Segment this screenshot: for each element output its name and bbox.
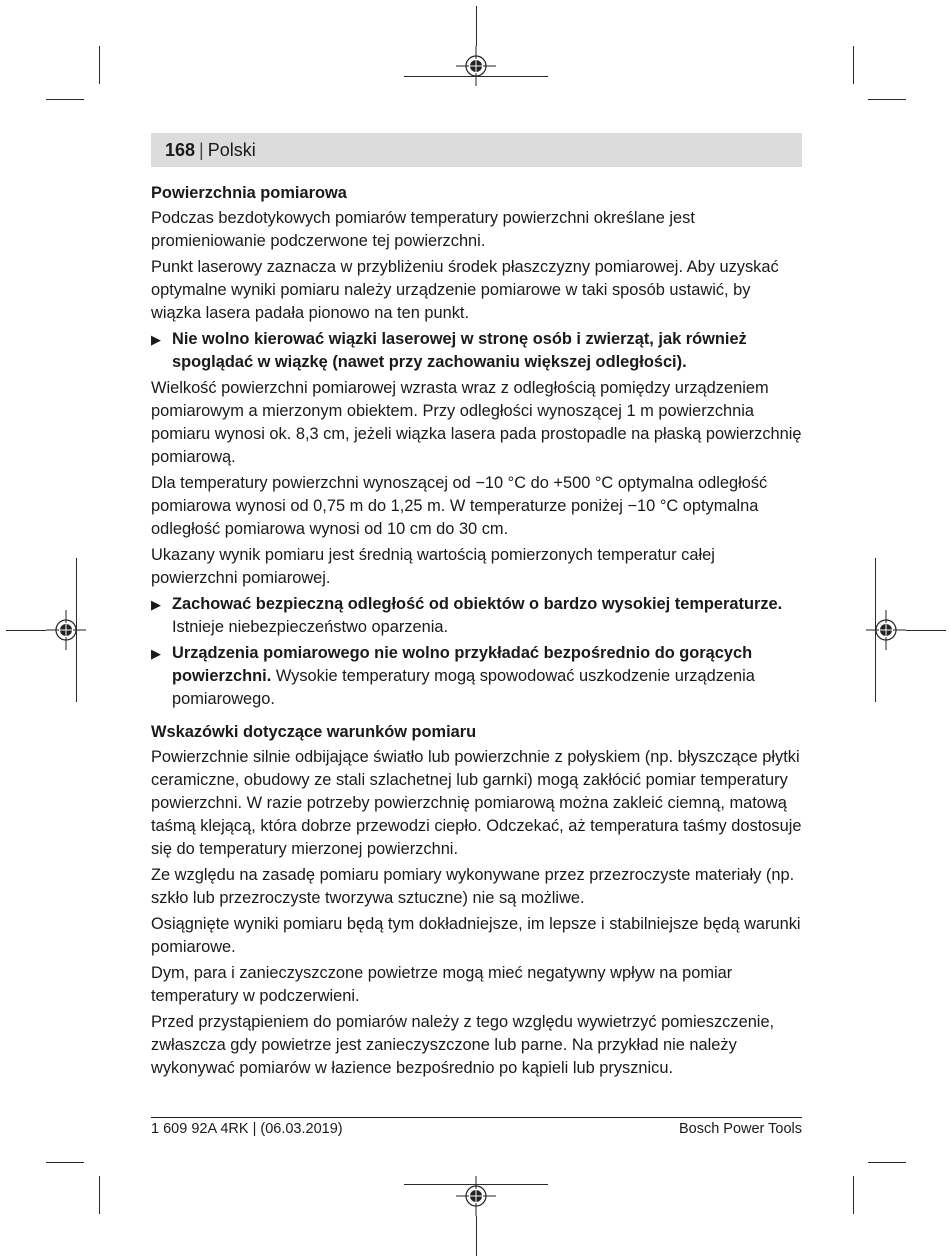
footer-rule — [151, 1117, 802, 1118]
main-content — [151, 182, 802, 1083]
registration-mark-top — [456, 46, 496, 86]
crop-mark — [868, 99, 906, 100]
paragraph: Dla temperatury powierzchni wynoszącej od −10 °C do +500 °C optymalna odległość pomiarowa wynosi od 0,75 m do 1,25 m. W temperaturze poniżej −10 °C optymalna odległość pomiarowa wynosi od 10 cm do 30 cm. — [151, 474, 768, 538]
paragraph: Dym, para i zanieczyszczone powietrze mogą mieć negatywny wpływ na pomiar temperatury w podczerwieni. — [151, 964, 733, 1005]
crop-mark — [76, 558, 77, 702]
crop-mark — [6, 630, 46, 631]
crop-mark — [868, 1162, 906, 1163]
crop-mark — [99, 1176, 100, 1214]
crop-mark — [875, 558, 876, 702]
registration-mark-left — [46, 610, 86, 650]
paragraph: Osiągnięte wyniki pomiaru będą tym dokładniejsze, im lepsze i stabilniejsze będą warunki pomiarowe. — [151, 915, 801, 956]
crop-mark — [476, 1216, 477, 1256]
crop-mark — [476, 6, 477, 46]
section-heading: Wskazówki dotyczące warunków pomiaru — [151, 723, 477, 741]
warning-text: Wysokie temperatury mogą spowodować uszkodzenie urządzenia pomiarowego. — [172, 667, 755, 708]
warning-bold-text: Zachować bezpieczną odległość od obiektów o bardzo wysokiej temperaturze. — [172, 595, 783, 613]
warning-bold-text: Nie wolno kierować wiązki laserowej w stronę osób i zwierząt, jak również spoglądać w wiązkę (nawet przy zachowaniu większej odległości). — [172, 330, 747, 371]
registration-mark-right — [866, 610, 906, 650]
header-separator: | — [199, 140, 204, 160]
footer-doc-id: 1 609 92A 4RK | (06.03.2019) — [151, 1121, 343, 1137]
crop-mark — [46, 1162, 84, 1163]
paragraph: Punkt laserowy zaznacza w przybliżeniu środek płaszczyzny pomiarowej. Aby uzyskać optymalne wyniki pomiaru należy urządzenie pomiarowe w taki sposób ustawić, by wiązka lasera padała pionowo na ten punkt. — [151, 258, 779, 322]
warning-text: Istnieje niebezpieczeństwo oparzenia. — [172, 618, 449, 636]
paragraph: Wielkość powierzchni pomiarowej wzrasta wraz z odległością pomiędzy urządzeniem pomiarowym a mierzonym obiektem. Przy odległości wynoszącej 1 m powierzchnia pomiaru wynosi ok. 8,3 cm, jeżeli wiązka lasera pada prostopadle na płaską powierzchnię pomiarową. — [151, 379, 802, 466]
registration-mark-bottom — [456, 1176, 496, 1216]
warning-item — [151, 593, 802, 639]
crop-mark — [404, 76, 548, 77]
warning-item — [151, 328, 802, 374]
paragraph: Powierzchnie silnie odbijające światło lub powierzchnie z połyskiem (np. błyszczące płytki ceramiczne, obudowy ze stali szlachetnej lub garnki) mogą zakłócić pomiar temperatury powierzchni. W razie potrzeby powierzchnię pomiarową można zakleić ciemną, matową taśmą klejącą, która dobrze przewodzi ciepło. Odczekać, aż temperatura taśmy dostosuje się do temperatury mierzonej powierzchni. — [151, 748, 802, 858]
warning-item — [151, 642, 802, 711]
triangle-bullet-icon: ▶ — [151, 646, 161, 661]
page-number: 168 — [165, 140, 196, 160]
crop-mark — [853, 1176, 854, 1214]
paragraph: Przed przystąpieniem do pomiarów należy z tego względu wywietrzyć pomieszczenie, zwłaszcza gdy powietrze jest zanieczyszczone lub parne. Na przykład nie należy wykonywać pomiarów w łazience bezpośrednio po kąpieli lub prysznicu. — [151, 1013, 775, 1077]
crop-mark — [906, 630, 946, 631]
footer-brand: Bosch Power Tools — [678, 1121, 802, 1137]
triangle-bullet-icon: ▶ — [151, 332, 161, 347]
crop-mark — [853, 46, 854, 84]
section-heading: Powierzchnia pomiarowa — [151, 184, 347, 202]
crop-mark — [99, 46, 100, 84]
triangle-bullet-icon: ▶ — [151, 597, 161, 612]
page-header — [151, 133, 802, 167]
warning-bold-text: Urządzenia pomiarowego nie wolno przykładać bezpośrednio do gorących powierzchni. — [172, 644, 753, 685]
crop-mark — [46, 99, 84, 100]
header-language: Polski — [207, 140, 256, 160]
paragraph: Ze względu na zasadę pomiaru pomiary wykonywane przez przezroczyste materiały (np. szkło lub przezroczyste tworzywa sztuczne) nie są możliwe. — [151, 866, 795, 907]
paragraph: Ukazany wynik pomiaru jest średnią wartością pomierzonych temperatur całej powierzchni pomiarowej. — [151, 546, 715, 587]
crop-mark — [404, 1184, 548, 1185]
paragraph: Podczas bezdotykowych pomiarów temperatury powierzchni określane jest promieniowanie podczerwone tej powierzchni. — [151, 209, 695, 250]
